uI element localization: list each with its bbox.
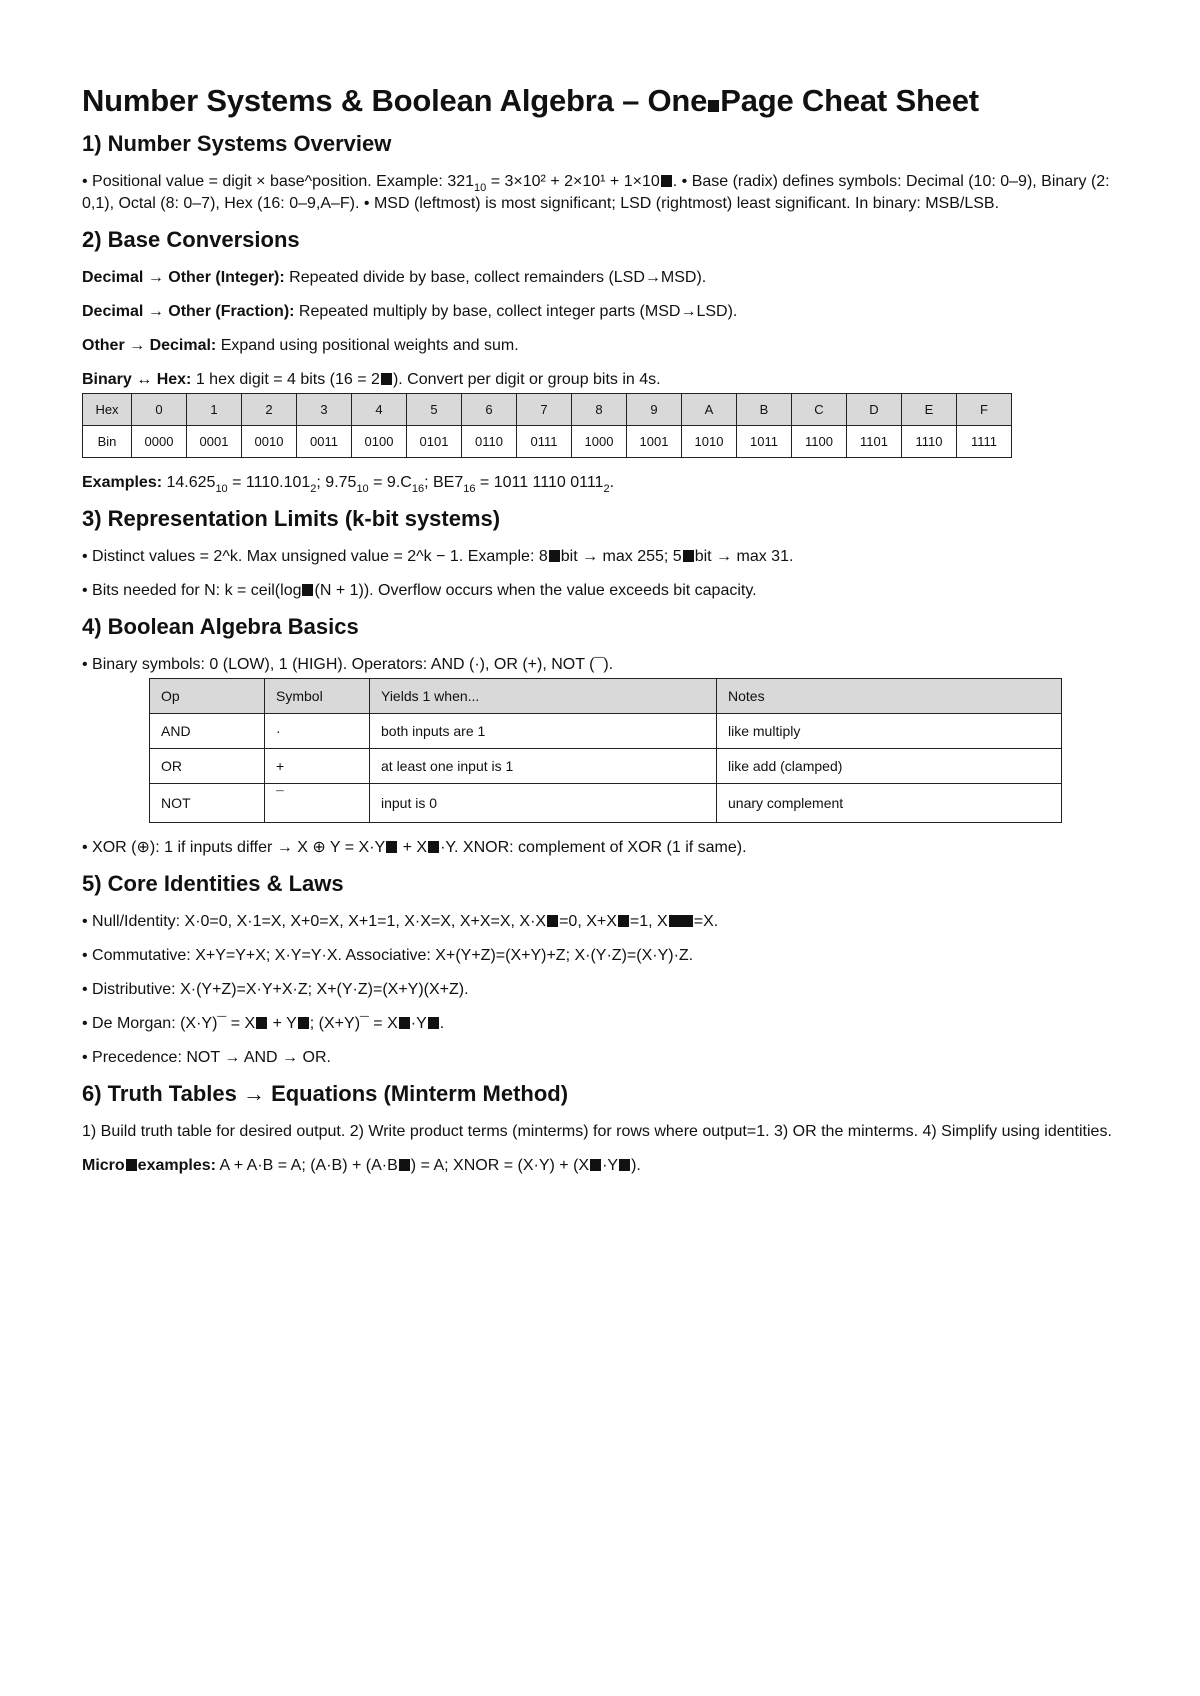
- page-title: Number Systems & Boolean Algebra – One Page Cheat Sheet: [82, 83, 979, 118]
- bin-cell: 0011: [297, 426, 352, 458]
- identity-line-de-morgan: • De Morgan: (X·Y)¯ = X + Y ; (X+Y)¯ = X ·Y .: [82, 1015, 445, 1032]
- ops-header-cell: Symbol: [265, 679, 370, 714]
- bin-cell: 1001: [627, 426, 682, 458]
- hex-cell: C: [792, 394, 847, 426]
- missing-glyph-box: [428, 841, 439, 853]
- ops-cell: both inputs are 1: [370, 714, 717, 749]
- ops-header-cell: Notes: [717, 679, 1062, 714]
- missing-glyph-box: [381, 373, 392, 385]
- identity-line-null: • Null/Identity: X·0=0, X·1=X, X+0=X, X+1=1, X·X=X, X+X=X, X·X =0, X+X =1, X =X.: [82, 913, 719, 930]
- bin-cell: 1110: [902, 426, 957, 458]
- bin-cell: 0101: [407, 426, 462, 458]
- ops-cell: like add (clamped): [717, 749, 1062, 784]
- missing-glyph-box: [661, 175, 672, 187]
- ops-cell: input is 0: [370, 784, 717, 823]
- missing-glyph-box: [618, 915, 629, 927]
- hex-cell: 1: [187, 394, 242, 426]
- missing-glyph-box: [399, 1017, 410, 1029]
- missing-glyph-box: [126, 1159, 137, 1171]
- table-row: [150, 749, 1062, 784]
- conversion-rule-decimal-fraction: Decimal → Other (Fraction): Repeated multiply by base, collect integer parts (MSD→LSD).: [82, 303, 738, 320]
- identity-line-commutative: • Commutative: X+Y=Y+X; X·Y=Y·X. Associative: X+(Y+Z)=(X+Y)+Z; X·(Y·Z)=(X·Y)·Z.: [82, 947, 694, 964]
- bin-cell: 1101: [847, 426, 902, 458]
- bin-cell: 1000: [572, 426, 627, 458]
- conversion-rule-decimal-integer: Decimal → Other (Integer): Repeated divide by base, collect remainders (LSD→MSD).: [82, 269, 707, 286]
- bin-cell: 1011: [737, 426, 792, 458]
- section-heading-boolean-basics: 4) Boolean Algebra Basics: [82, 614, 359, 639]
- ops-header-cell: Yields 1 when...: [370, 679, 717, 714]
- minterm-steps: 1) Build truth table for desired output. 2) Write product terms (minterms) for rows where output=1. 3) OR the minterms. 4) Simplify using identities.: [82, 1123, 1112, 1140]
- bin-row: [83, 426, 1012, 458]
- conversion-rule-other-decimal: Other → Decimal: Expand using positional weights and sum.: [82, 337, 519, 354]
- hex-cell: 7: [517, 394, 572, 426]
- hex-cell: 8: [572, 394, 627, 426]
- ops-cell: NOT: [150, 784, 265, 823]
- identity-line-distributive: • Distributive: X·(Y+Z)=X·Y+X·Z; X+(Y·Z)=(X+Y)(X+Z).: [82, 981, 469, 998]
- bin-cell: 0100: [352, 426, 407, 458]
- section-heading-representation-limits: 3) Representation Limits (k-bit systems): [82, 506, 501, 531]
- hex-binary-table: [82, 393, 1012, 458]
- missing-glyph-box: [298, 1017, 309, 1029]
- hex-cell: 9: [627, 394, 682, 426]
- missing-glyph-box: [302, 584, 313, 596]
- boolean-operators-table: [149, 678, 1062, 823]
- hex-cell: 0: [132, 394, 187, 426]
- conversion-examples: Examples: $14.625_{10} = 1110.101_2$; $9.75_{10} = 9.C_{16}$; $BE7_{16} = 1011$ 1110 $0111_2$.: [82, 474, 615, 495]
- missing-glyph-box: [669, 915, 693, 927]
- bin-cell: 0110: [462, 426, 517, 458]
- ops-cell: OR: [150, 749, 265, 784]
- hex-cell: B: [737, 394, 792, 426]
- bin-cell: 0000: [132, 426, 187, 458]
- missing-glyph-box: [399, 1159, 410, 1171]
- table-row: [150, 784, 1062, 823]
- ops-cell: like multiply: [717, 714, 1062, 749]
- hex-cell: A: [682, 394, 737, 426]
- ops-cell: ·: [265, 714, 370, 749]
- bin-cell: 1100: [792, 426, 847, 458]
- missing-glyph-box: [708, 100, 719, 112]
- boolean-symbols-line: • Binary symbols: 0 (LOW), 1 (HIGH). Operators: AND (·), OR (+), NOT (¯).: [82, 656, 614, 673]
- missing-glyph-box: [619, 1159, 630, 1171]
- missing-glyph-box: [428, 1017, 439, 1029]
- limits-line-distinct-values: • Distinct values = 2^k. Max unsigned value = 2^k − 1. Example: 8 bit → max 255; 5 bit → max 31.: [82, 548, 794, 565]
- hex-cell: 5: [407, 394, 462, 426]
- bin-cell: 0010: [242, 426, 297, 458]
- section-heading-number-systems: 1) Number Systems Overview: [82, 131, 392, 156]
- hex-cell: 6: [462, 394, 517, 426]
- hex-row-label: Hex: [83, 394, 132, 426]
- bin-cell: 1010: [682, 426, 737, 458]
- ops-cell: at least one input is 1: [370, 749, 717, 784]
- hex-cell: 4: [352, 394, 407, 426]
- hex-cell: E: [902, 394, 957, 426]
- ops-header-cell: Op: [150, 679, 265, 714]
- bin-row-label: Bin: [83, 426, 132, 458]
- ops-header-row: [150, 679, 1062, 714]
- hex-cell: 2: [242, 394, 297, 426]
- hex-cell: D: [847, 394, 902, 426]
- micro-examples: Micro examples: A + A·B = A; (A·B) + (A·B ) = A; XNOR = (X·Y) + (X ·Y ).: [82, 1157, 641, 1174]
- ops-cell: ¯: [265, 784, 370, 823]
- ops-cell: +: [265, 749, 370, 784]
- bin-cell: 0001: [187, 426, 242, 458]
- section-heading-core-identities: 5) Core Identities & Laws: [82, 871, 344, 896]
- section-heading-base-conversions: 2) Base Conversions: [82, 227, 300, 252]
- missing-glyph-box: [683, 550, 694, 562]
- missing-glyph-box: [590, 1159, 601, 1171]
- bin-cell: 1111: [957, 426, 1012, 458]
- identity-line-precedence: • Precedence: NOT → AND → OR.: [82, 1049, 331, 1066]
- ops-cell: AND: [150, 714, 265, 749]
- hex-cell: 3: [297, 394, 352, 426]
- ops-cell: unary complement: [717, 784, 1062, 823]
- limits-line-bits-needed: • Bits needed for N: k = ceil(log (N + 1)). Overflow occurs when the value exceeds bit capacity.: [82, 582, 757, 599]
- number-systems-paragraph: • Positional value = digit × base^position. Example: $321_{10} = 3\times 10^2 + 2\times 10^1 + 1\times 10$ . • Base (radix) defines symbols: Decimal (10: 0–9), Binary (2: 0,1), Octal (8: 0–7), Hex (16: 0–9,A–F). • MSD (leftmost) is most significant; LSD (rightmost) least significant. In binary: MSB/LSB.: [82, 173, 1110, 212]
- hex-row: [83, 394, 1012, 426]
- missing-glyph-box: [547, 915, 558, 927]
- missing-glyph-box: [549, 550, 560, 562]
- bin-cell: 0111: [517, 426, 572, 458]
- xor-line: • XOR (⊕): 1 if inputs differ → X ⊕ Y = X·Y + X ·Y. XNOR: complement of XOR (1 if same).: [82, 839, 747, 856]
- conversion-rule-binary-hex: Binary ↔ Hex: 1 hex digit = 4 bits (16 = 2 ). Convert per digit or group bits in 4s.: [82, 371, 661, 388]
- missing-glyph-box: [256, 1017, 267, 1029]
- missing-glyph-box: [386, 841, 397, 853]
- table-row: [150, 714, 1062, 749]
- hex-cell: F: [957, 394, 1012, 426]
- section-heading-truth-tables: 6) Truth Tables → Equations (Minterm Method): [82, 1081, 569, 1106]
